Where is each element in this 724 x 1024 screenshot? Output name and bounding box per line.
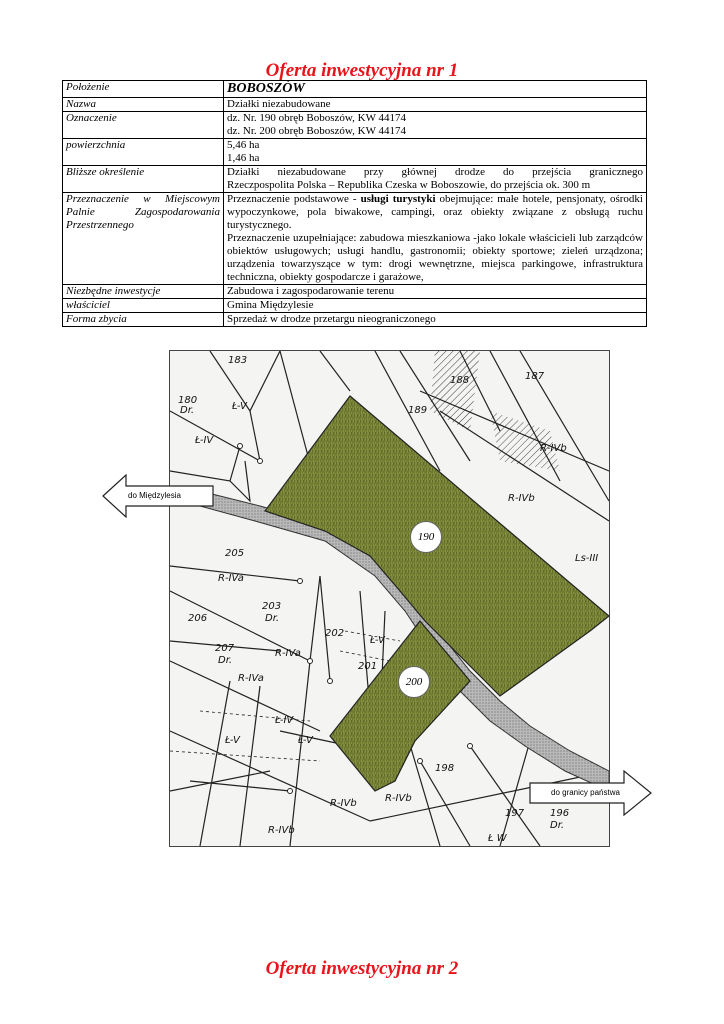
polozenie-value: BOBOSZÓW: [224, 81, 647, 98]
table-row: [63, 81, 647, 98]
rivb-label-3: R-IVb: [385, 793, 412, 804]
label-196: 196: [550, 808, 570, 819]
przeznaczenie-label-line-2: Palnie Zagospodarowania: [66, 206, 220, 218]
table-row: [63, 139, 647, 166]
label-207: 207: [215, 643, 235, 654]
lv-label-4: Ł-V: [298, 735, 313, 746]
powierzchnia-value: [224, 139, 647, 166]
przeznaczenie-suffix: obejmujące: małe hotele, pensjonaty, ośrodki wypoczynkowe, pola biwakowe, campingi, oraz obiekty związane z obsługą ruchu turystycznego.: [227, 193, 643, 231]
powierzchnia-label: powierzchnia: [63, 139, 224, 166]
table-row: [63, 299, 647, 313]
riva-label-1: R-IVa: [218, 573, 244, 584]
rivb-label-2: R-IVb: [508, 493, 535, 504]
przeznaczenie-label: [63, 193, 224, 285]
dr-label-2: Dr.: [265, 613, 280, 624]
ls-label: Ls-III: [575, 553, 599, 564]
wlasciciel-label: właściciel: [63, 299, 224, 313]
label-198: 198: [435, 763, 455, 774]
offer-title-2: Oferta inwestycyjna nr 2: [265, 958, 459, 979]
label-183: 183: [228, 355, 248, 366]
lv-label-3: Ł-V: [225, 735, 240, 746]
dr-label-1: Dr.: [180, 405, 195, 416]
arrow-to-border: [529, 770, 652, 816]
nazwa-value: Działki niezabudowane: [224, 98, 647, 112]
table-row: [63, 285, 647, 299]
oznaczenie-line-2: dz. Nr. 200 obręb Boboszów, KW 44174: [227, 125, 407, 137]
parcel-190-badge: 190: [410, 521, 442, 553]
offer-title-1: Oferta inwestycyjna nr 1: [265, 60, 459, 81]
wlasciciel-value: Gmina Międzylesie: [224, 299, 647, 313]
inwestycje-label: Niezbędne inwestycje: [63, 285, 224, 299]
dr-label-4: Dr.: [550, 820, 565, 831]
przeznaczenie-prefix: Przeznaczenie podstawowe -: [227, 193, 361, 205]
liv-label-2: Ł-IV: [275, 715, 294, 726]
blizsze-line-2: Rzeczpospolita Polska – Republika Czeska w Boboszowie, do przejścia ok. 300 m: [227, 179, 591, 191]
label-201: 201: [358, 661, 378, 672]
forma-label: Forma zbycia: [63, 313, 224, 327]
rivb-label-1: R-IVb: [540, 443, 567, 454]
label-205: 205: [225, 548, 245, 559]
przeznaczenie-bold: usługi turystyki: [360, 193, 436, 205]
inwestycje-value: Zabudowa i zagospodarowanie terenu: [224, 285, 647, 299]
rivb-label-5: R-IVb: [268, 825, 295, 836]
blizsze-label: Bliższe określenie: [63, 166, 224, 193]
label-202: 202: [325, 628, 345, 639]
table-row: [63, 166, 647, 193]
arrow-to-miedzylesie: [102, 474, 214, 518]
powierzchnia-line-1: 5,46 ha: [227, 139, 260, 151]
table-row: [63, 313, 647, 327]
forma-value: Sprzedaż w drodze przetargu nieograniczonego: [224, 313, 647, 327]
oznaczenie-label: Oznaczenie: [63, 112, 224, 139]
parcel-info-table: [62, 80, 647, 327]
label-197: 197: [505, 808, 525, 819]
przeznaczenie-podstawowe: [227, 193, 643, 232]
table-row: [63, 193, 647, 285]
przeznaczenie-label-line-1: Przeznaczenie w Miejscowym: [66, 193, 220, 205]
label-206: 206: [188, 613, 208, 624]
label-187: 187: [525, 371, 545, 382]
liv-label-1: Ł-IV: [195, 435, 214, 446]
blizsze-value: [224, 166, 647, 193]
riva-label-2: R-IVa: [275, 648, 301, 659]
oznaczenie-line-1: dz. Nr. 190 obręb Boboszów, KW 44174: [227, 112, 407, 124]
blizsze-line-1: Działki niezabudowane przy głównej drodze do przejścia granicznego: [227, 166, 643, 178]
arrow-right-label: do granicy państwa: [551, 788, 620, 797]
riva-label-3: R-IVa: [238, 673, 264, 684]
label-203: 203: [262, 601, 282, 612]
rivb-label-4: R-IVb: [330, 798, 357, 809]
przeznaczenie-value: [224, 193, 647, 285]
przeznaczenie-uzupelniajace: Przeznaczenie uzupełniające: zabudowa mieszkaniowa -jako lokale właścicieli lub zarządców obiektów usługowych; usługi handlu, gastronomii; obiekty sportowe; zieleń urządzona; urządzenia towarzyszące w tym: drogi wewnętrzne, miejsca parkingowe, infrastruktura techniczna, obiekty gospodarcze i garażowe,: [227, 232, 643, 283]
dr-label-3: Dr.: [218, 655, 233, 666]
nazwa-label: Nazwa: [63, 98, 224, 112]
arrow-left-label: do Międzylesia: [128, 491, 181, 500]
powierzchnia-line-2: 1,46 ha: [227, 152, 260, 164]
lw-label: Ł W: [488, 833, 507, 844]
label-189: 189: [408, 405, 428, 416]
polozenie-label: Położenie: [63, 81, 224, 98]
table-row: [63, 112, 647, 139]
label-188: 188: [450, 375, 470, 386]
label-180: 180: [178, 395, 198, 406]
lv-label-1: Ł-V: [232, 401, 247, 412]
przeznaczenie-label-line-3: Przestrzennego: [66, 219, 134, 231]
table-row: [63, 98, 647, 112]
parcel-200-badge: 200: [398, 666, 430, 698]
oznaczenie-value: [224, 112, 647, 139]
lv-label-2: Ł-V: [370, 635, 385, 646]
